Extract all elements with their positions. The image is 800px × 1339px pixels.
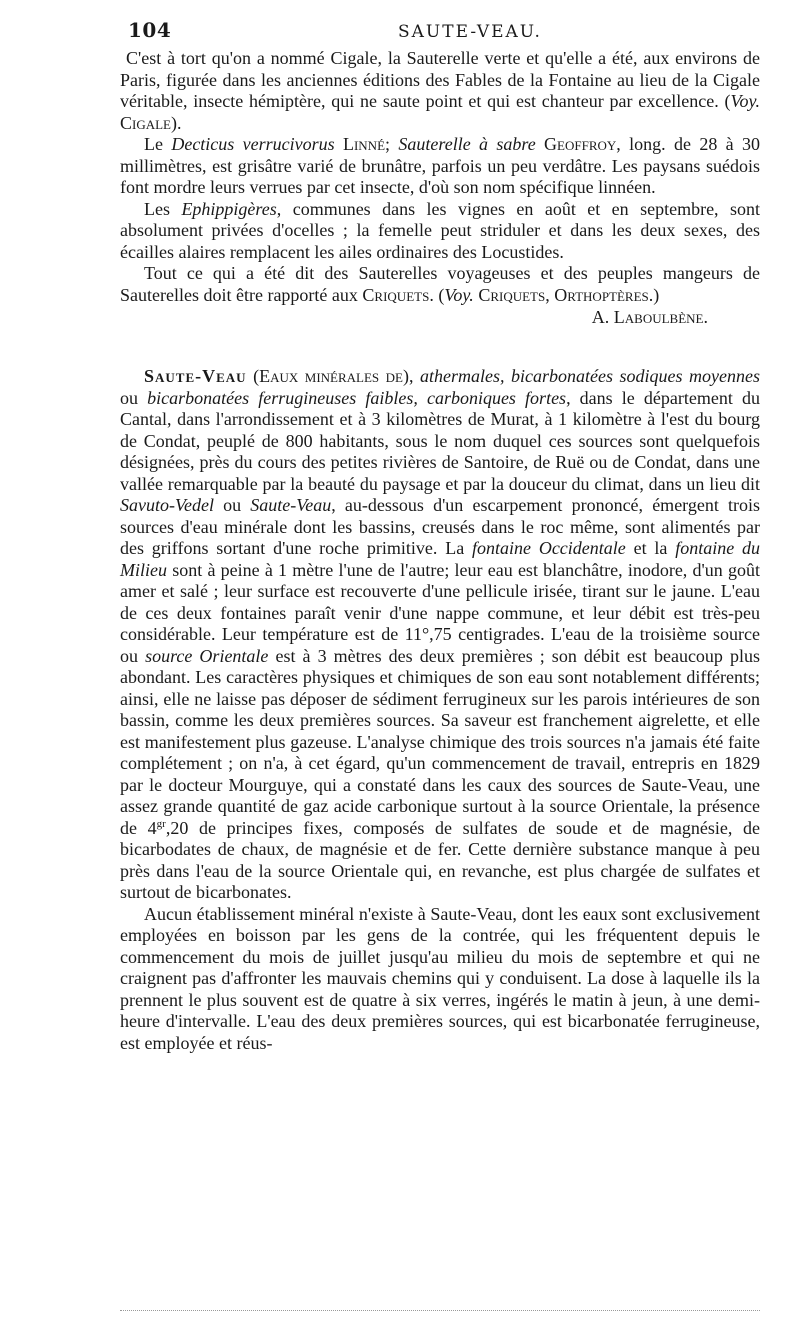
cigale-paragraph: C'est à tort qu'on a nommé Cigale, la Sauterelle verte et qu'elle a été, aux environs de Paris, figurée dans les anciennes éditions des Fables de la Fontaine au lieu de la Cigale véritable, insecte hémiptère, qui ne saute point et qui est chanteur par excellence. (Voy. Cigale).	[120, 48, 760, 133]
running-head: SAUTE-VEAU.	[398, 22, 542, 42]
decticus-paragraph: Le Decticus verrucivorus Linné; Sauterelle à sabre Geoffroy, long. de 28 à 30 millimètres, est grisâtre varié de brunâtre, parfois un peu verdâtre. Les paysans suédois font mordre leurs verrues par cet insecte, d'où son nom spécifique linnéen.	[120, 134, 760, 197]
footer-rule	[120, 1310, 760, 1313]
voyageuses-paragraph: Tout ce qui a été dit des Sauterelles voyageuses et des peuples mangeurs de Sauterelles doit être rapporté aux Criquets. (Voy. Criquets, Orthoptères.)	[120, 263, 760, 305]
usage-paragraph: Aucun établissement minéral n'existe à Saute-Veau, dont les eaux sont exclusivement employées en boisson par les gens de la contrée, qui les fréquentent depuis le commencement du mois de juillet jusqu'au milieu du mois de septembre et qui ne craignent pas d'affronter les mauvais chemins qui y conduisent. La dose à laquelle ils la prennent le plus souvent est de quatre à six verres, ingérés le matin à jeun, à une demi-heure d'intervalle. L'eau des deux premières sources, qui est bicarbonatée ferrugineuse, est employée et réus-	[120, 903, 760, 1053]
ephippigeres-paragraph: Les Ephippigères, communes dans les vignes en août et en septembre, sont absolument privées d'ocelles ; la femelle peut striduler et dans les deux sexes, des écailles alaires remplacent les ailes ordinaires des Locustides.	[120, 198, 761, 262]
section-gap	[120, 328, 760, 366]
page-number: 104	[128, 18, 172, 42]
saute-veau-article: Saute-Veau (Eaux minérales de), athermales, bicarbonatées sodiques moyennes ou bicarbonatées ferrugineuses faibles, carboniques fortes, dans le département du Cantal, dans l'arrondissement et à 3 kilomètres de Murat, à 1 kilomètre à l'est du bourg de Condat, peuplé de 800 habitants, sous le nom duquel ces sources sont quelquefois désignées, près du cours des petites rivières de Santoire, de Ruë ou de Condat, dans une vallée remarquable par la beauté du paysage et par la douceur du climat, dans un lieu dit Savuto-Vedel ou Saute-Veau, au-dessous d'un escarpement prononcé, émergent trois sources d'eau minérale dont les bassins, creusés dans le roc même, sont alimentés par des griffons sortant d'une roche primitive. La fontaine Occidentale et la fontaine du Milieu sont à peine à 1 mètre l'une de l'autre; leur eau est blanchâtre, inodore, d'un goût amer et salé ; leur surface est recouverte d'une pellicule irisée, tirant sur le jaune. L'eau de ces deux fontaines paraît venir d'une nappe commune, et leur débit est très-peu considérable. Leur température est de 11°,75 centigrades. L'eau de la troisième source ou source Orientale est à 3 mètres des deux premières ; son débit est beaucoup plus abondant. Les caractères physiques et chimiques de son eau sont notablement différents; ainsi, elle ne laisse pas déposer de sédiment ferrugineux sur les parois intérieures de son bassin, comme les deux premières sources. Sa saveur est franchement aigrelette, et elle est manifestement plus gazeuse. L'analyse chimique des trois sources n'a jamais été faite complétement ; on n'a, à cet égard, qu'un commencement de travail, entrepris en 1829 par le docteur Mourguye, qui a constaté dans les caux des sources de Saute-Veau, une assez grande quantité de gaz acide carbonique surtout à la source Orientale, la présence de $4^{gr},20$ de principes fixes, composés de sulfates de soude et de magnésie, de bicarbodates de chaux, de magnésie et de fer. Cette dernière substance manque à peu près dans l'eau de la source Orientale qui, en revanche, est plus chargée de sulfates et surtout de bicarbonates.	[120, 366, 761, 902]
article-headword: Saute-Veau	[144, 366, 247, 386]
page-header	[128, 18, 760, 48]
author-signature: A. Laboulbène.	[591, 307, 708, 327]
